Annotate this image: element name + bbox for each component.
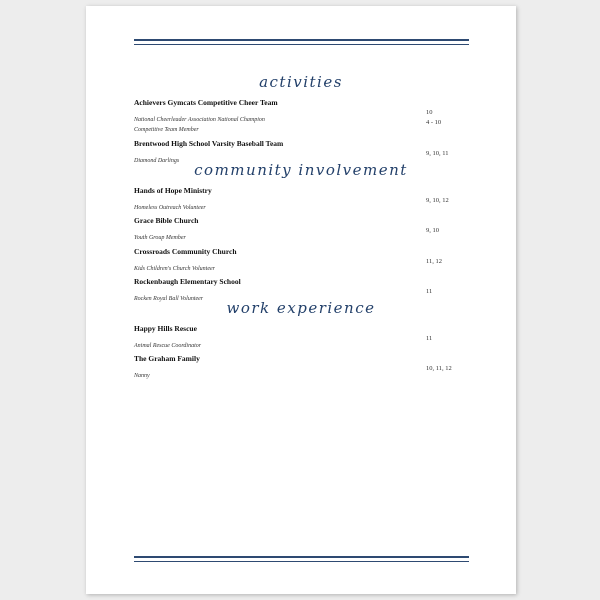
role-title: Diamond Darlings (134, 158, 180, 164)
entry-achievers-gymcats (134, 98, 469, 133)
organization-name: Brentwood High School Varsity Baseball Team (134, 139, 284, 148)
role-title: Competitive Team Member (134, 127, 199, 133)
section-title-work-experience: work experience (226, 299, 376, 317)
role-row (134, 334, 469, 349)
entry-rockenbaugh-elementary (134, 277, 469, 302)
grade-years: 11 (426, 288, 433, 295)
role-row (134, 118, 469, 133)
rule-line (134, 39, 469, 41)
entry-crossroads-church (134, 247, 469, 272)
role-title: Youth Group Member (134, 235, 186, 241)
rule-line (134, 44, 469, 46)
organization-name: The Graham Family (134, 354, 200, 363)
entry-grace-bible-church (134, 216, 469, 241)
grade-years: 10 (426, 109, 433, 116)
entry-happy-hills-rescue (134, 324, 469, 349)
role-title: Rocken Royal Ball Volunteer (134, 296, 204, 302)
grade-years: 9, 10, 12 (426, 197, 449, 204)
bottom-double-rule (134, 556, 469, 565)
organization-name: Achievers Gymcats Competitive Cheer Team (134, 98, 278, 107)
role-title: Animal Rescue Coordinator (134, 343, 202, 349)
grade-years: 4 - 10 (426, 119, 442, 126)
grade-years: 9, 10 (426, 227, 439, 234)
role-title: Nanny (134, 373, 150, 379)
entry-hands-of-hope (134, 186, 469, 211)
top-double-rule (134, 39, 469, 48)
resume-page (86, 6, 516, 594)
role-title: Kids Children's Church Volunteer (134, 266, 216, 272)
entry-graham-family (134, 354, 469, 379)
organization-name: Rockenbaugh Elementary School (134, 277, 241, 286)
organization-name: Hands of Hope Ministry (134, 186, 212, 195)
role-row (134, 149, 469, 164)
organization-name: Grace Bible Church (134, 216, 199, 225)
grade-years: 10, 11, 12 (426, 365, 452, 372)
grade-years: 11, 12 (426, 258, 443, 265)
rule-line (134, 561, 469, 563)
grade-years: 9, 10, 11 (426, 150, 449, 157)
entry-brentwood-baseball (134, 139, 469, 164)
rule-line (134, 556, 469, 558)
organization-name: Happy Hills Rescue (134, 324, 197, 333)
role-row (134, 226, 469, 241)
section-title-activities: activities (259, 73, 343, 91)
role-row (134, 364, 469, 379)
grade-years: 11 (426, 335, 433, 342)
role-row (134, 257, 469, 272)
role-row (134, 196, 469, 211)
section-title-community-involvement: community involvement (194, 161, 408, 179)
role-row (134, 287, 469, 302)
role-title: Homeless Outreach Volunteer (134, 205, 206, 211)
organization-name: Crossroads Community Church (134, 247, 237, 256)
role-title: National Cheerleader Association National Champion (134, 117, 265, 123)
